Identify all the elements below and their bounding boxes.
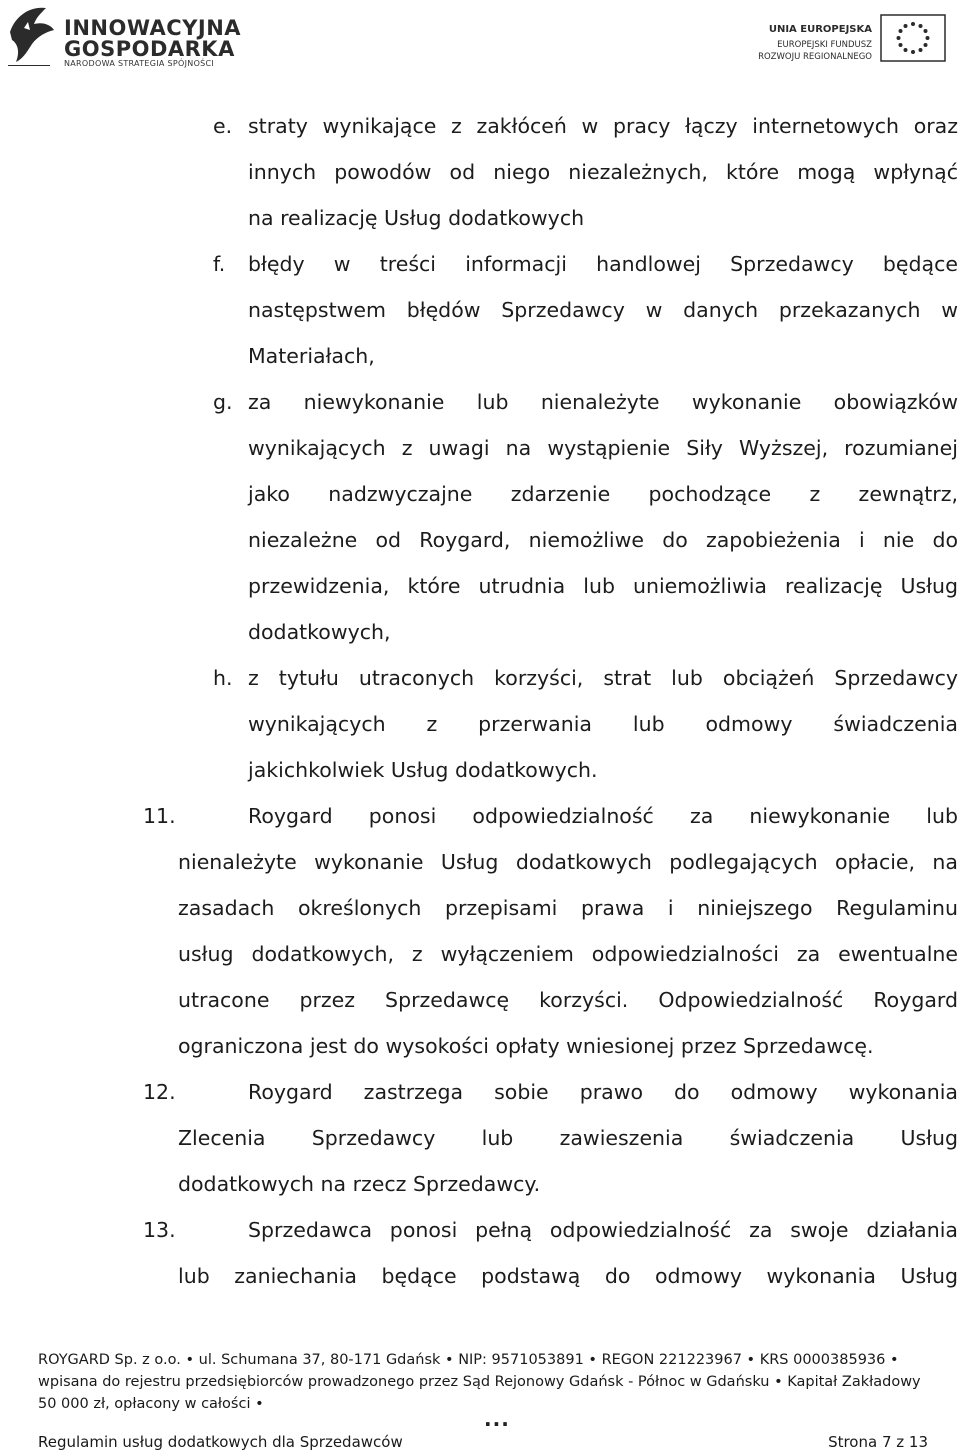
eu-logo-line1: UNIA EUROPEJSKA [768, 24, 872, 35]
section-11-line-4: usług dodatkowych, z wyłączeniem odpowiedzialności za ewentualne [178, 942, 958, 966]
logo-line-strategia: NARODOWA STRATEGIA SPÓJNOŚCI [64, 59, 215, 68]
list-marker-h: h. [213, 666, 233, 690]
item-f-line-1: błędy w treści informacji handlowej Sprzedawcy będące [248, 252, 958, 276]
item-g-line-1: za niewykonanie lub nienależyte wykonanie obowiązków [248, 390, 958, 414]
list-marker-g: g. [213, 390, 233, 414]
item-g-line-5: przewidzenia, które utrudnia lub uniemożliwia realizację Usług [248, 574, 958, 598]
item-h-line-2: wynikających z przerwania lub odmowy świadczenia [248, 712, 958, 736]
item-g-line-2: wynikających z uwagi na wystąpienie Siły Wyższej, rozumianej [248, 436, 958, 460]
logo-line-innowacyjna: INNOWACYJNA [64, 16, 242, 40]
eu-logo [758, 10, 952, 68]
section-12-line-3: dodatkowych na rzecz Sprzedawcy. [178, 1172, 541, 1196]
section-12-line-1: Roygard zastrzega sobie prawo do odmowy wykonania [248, 1080, 958, 1104]
item-g-line-6: dodatkowych, [248, 620, 391, 644]
section-13-line-1: Sprzedawca ponosi pełną odpowiedzialność za swoje działania [248, 1218, 958, 1242]
section-12-line-2: Zlecenia Sprzedawcy lub zawieszenia świadczenia Usług [178, 1126, 958, 1150]
eu-flag-icon [880, 14, 946, 62]
section-11-line-1: Roygard ponosi odpowiedzialność za niewykonanie lub [248, 804, 958, 828]
section-number-11: 11. [143, 804, 176, 828]
footer-document-title: Regulamin usług dodatkowych dla Sprzedawców [38, 1433, 403, 1451]
item-e-line-1: straty wynikające z zakłóceń w pracy łączy internetowych oraz [248, 114, 958, 138]
item-g-line-3: jako nadzwyczajne zdarzenie pochodzące z zewnątrz, [248, 482, 958, 506]
page-number: Strona 7 z 13 [828, 1433, 928, 1451]
footer-register-line: wpisana do rejestru przedsiębiorców prowadzonego przez Sąd Rejonowy Gdańsk - Północ w Gdańsku • Kapitał Zakładowy [38, 1374, 921, 1390]
section-13-line-2: lub zaniechania będące podstawą do odmowy wykonania Usług [178, 1264, 958, 1288]
item-f-line-2: następstwem błędów Sprzedawcy w danych przekazanych w [248, 298, 958, 322]
logo-line-gospodarka: GOSPODARKA [64, 37, 235, 61]
item-e-line-3: na realizację Usług dodatkowych [248, 206, 585, 230]
eu-logo-line2: EUROPEJSKI FUNDUSZ [777, 40, 872, 50]
item-h-line-3: jakichkolwiek Usług dodatkowych. [248, 758, 598, 782]
section-number-12: 12. [143, 1080, 176, 1104]
list-marker-e: e. [213, 114, 233, 138]
eu-logo-line3: ROZWOJU REGIONALNEGO [758, 52, 872, 62]
section-11-line-3: zasadach określonych przepisami prawa i niniejszego Regulaminu [178, 896, 958, 920]
section-number-13: 13. [143, 1218, 176, 1242]
section-11-line-5: utracone przez Sprzedawcę korzyści. Odpowiedzialność Roygard [178, 988, 958, 1012]
item-g-line-4: niezależne od Roygard, niemożliwe do zapobieżenia i nie do [248, 528, 958, 552]
footer-capital-line: 50 000 zł, opłacony w całości • [38, 1396, 264, 1412]
section-11-line-2: nienależyte wykonanie Usług dodatkowych podlegających opłacie, na [178, 850, 958, 874]
section-11-line-6: ograniczona jest do wysokości opłaty wniesionej przez Sprzedawcę. [178, 1034, 874, 1058]
item-h-line-1: z tytułu utraconych korzyści, strat lub obciążeń Sprzedawcy [248, 666, 958, 690]
page-header [0, 0, 960, 72]
footer-company-line: ROYGARD Sp. z o.o. • ul. Schumana 37, 80-171 Gdańsk • NIP: 9571053891 • REGON 221223967 • KRS 0000385936 • [38, 1352, 899, 1368]
item-e-line-2: innych powodów od niego niezależnych, które mogą wpłynąć [248, 160, 958, 184]
item-f-line-3: Materiałach, [248, 344, 375, 368]
footer-ellipsis: ... [484, 1407, 510, 1431]
innowacyjna-gospodarka-logo [6, 4, 242, 68]
list-marker-f: f. [213, 252, 226, 276]
bird-emblem-icon [6, 4, 58, 66]
